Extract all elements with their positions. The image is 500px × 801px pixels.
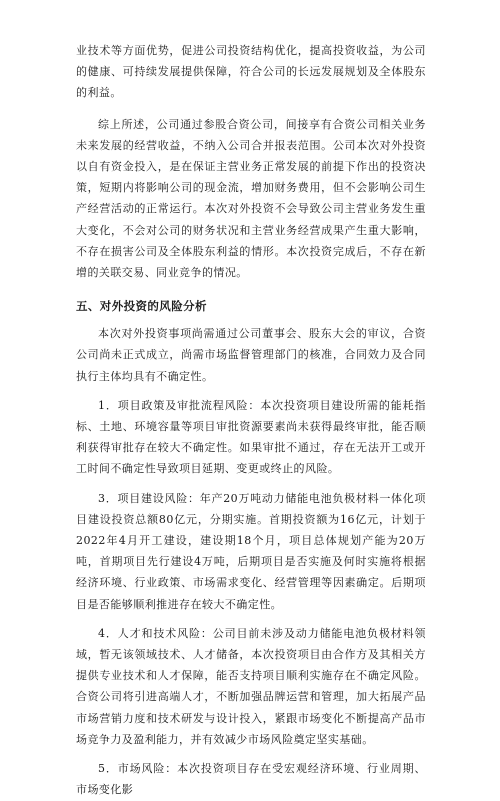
section-heading: 五、对外投资的风险分析	[76, 299, 207, 314]
risk-intro-paragraph: 本次对外投资事项尚需通过公司董事会、股东大会的审议，合资公司尚未正式成立，尚需市场监督管理部门的核准，合同效力及合同执行主体均具有不确定性。	[76, 327, 426, 383]
paragraph-continuation: 业技术等方面优势，促进公司投资结构优化，提高投资收益，为公司的健康、可持续发展提供保障，符合公司的长远发展规划及全体股东的利益。	[76, 44, 426, 100]
risk-item-market: 5．市场风险：本次投资项目存在受宏观经济环境、行业周期、市场变化影	[76, 762, 426, 797]
risk-item-talent-technology: 4．人才和技术风险：公司目前未涉及动力储能电池负极材料领域，暂无该领域技术、人才储备，本次投资项目由合作方及其相关方提供专业技术和人才保障，能否支持项目顺利实施存在不确定风险。合资公司将引进高端人才，不断加强品牌运营和管理，加大拓展产品市场营销力度和技术研发与设计投入，紧跟市场变化不断提高产品市场竞争力及盈利能力，并有效减少市场风险奠定坚实基础。	[76, 626, 426, 746]
risk-item-policy: 1．项目政策及审批流程风险：本次投资项目建设所需的能耗指标、土地、环境容量等项目审批资源要素尚未获得最终审批，能否顺利获得审批存在较大不确定性。如果审批不通过，存在无法开工或开工时间不确定性导致项目延期、变更或终止的风险。	[76, 398, 426, 476]
document-body	[76, 40, 426, 801]
risk-item-construction: 3．项目建设风险：年产20万吨动力储能电池负极材料一体化项目建设投资总额80亿元，分期实施。首期投资额为16亿元，计划于2022年4月开工建设，建设期18个月，项目总体规划产能为20万吨，首期项目先行建设4万吨，后期项目是否实施及何时实施将根据经济环境、行业政策、市场需求变化、经营管理等因素确定。后期项目是否能够顺利推进存在较大不确定性。	[76, 491, 426, 611]
paragraph-summary: 综上所述，公司通过参股合资公司，间接享有合资公司相关业务未来发展的经营收益，不纳入公司合并报表范围。公司本次对外投资以自有资金投入，是在保证主营业务正常发展的前提下作出的投资决策，短期内将影响公司的现金流，增加财务费用，但不会影响公司生产经营活动的正常运行。本次对外投资不会导致公司主营业务发生重大变化，不会对公司的财务状况和主营业务经营成果产生重大影响，不存在损害公司及全体股东利益的情形。本次投资完成后，不存在新增的关联交易、同业竞争的情况。	[76, 117, 426, 280]
